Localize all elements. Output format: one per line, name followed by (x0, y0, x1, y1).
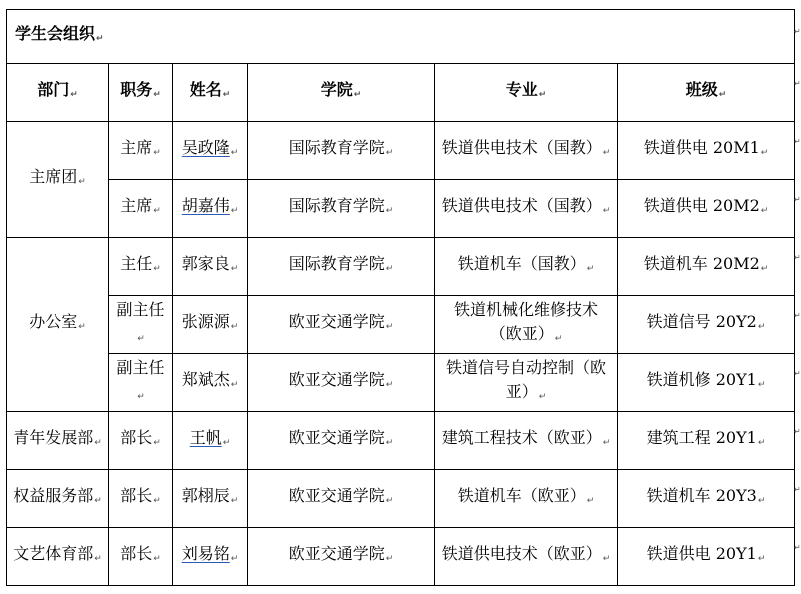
paragraph-mark-icon: ↵ (760, 264, 769, 274)
paragraph-mark-icon: ↵ (353, 90, 362, 100)
table-row (7, 528, 795, 586)
row-end-mark-icon: ↵ (794, 253, 801, 262)
member-name-cell (173, 238, 248, 296)
paragraph-mark-icon: ↵ (94, 496, 102, 506)
major-cell (435, 412, 618, 470)
paragraph-mark-icon: ↵ (385, 206, 394, 216)
college-text: 欧亚交通学院 (288, 486, 385, 505)
position-cell (109, 354, 173, 412)
header-cell-department (7, 64, 109, 122)
row-end-mark-icon: ↵ (794, 485, 801, 494)
row-end-mark-icon: ↵ (794, 79, 801, 88)
paragraph-mark-icon: ↵ (757, 380, 766, 390)
college-cell (248, 412, 435, 470)
row-end-mark-icon: ↵ (794, 137, 801, 146)
member-name-cell (173, 180, 248, 238)
header-label: 姓名 (189, 80, 222, 99)
major-cell (435, 122, 618, 180)
class-text: 铁道供电 20M2 (643, 196, 760, 215)
college-text: 国际教育学院 (288, 196, 385, 215)
name-text: 郭栩辰 (181, 486, 230, 505)
paragraph-mark-icon: ↵ (385, 554, 394, 564)
position-text: 主席 (120, 196, 153, 215)
major-text: 铁道机车（欧亚） (457, 486, 586, 505)
paragraph-mark-icon: ↵ (222, 90, 231, 100)
table-row (7, 354, 795, 412)
paragraph-mark-icon: ↵ (757, 496, 766, 506)
position-text: 部长 (120, 486, 153, 505)
paragraph-mark-icon: ↵ (385, 264, 394, 274)
paragraph-mark-icon: ↵ (153, 148, 161, 158)
major-cell (435, 238, 618, 296)
position-cell (109, 180, 173, 238)
department-cell (7, 470, 109, 528)
class-text: 铁道供电 20Y1 (646, 544, 757, 563)
college-text: 欧亚交通学院 (288, 312, 385, 331)
department-label: 办公室 (29, 312, 78, 331)
college-cell (248, 528, 435, 586)
paragraph-mark-icon: ↵ (602, 148, 611, 158)
paragraph-mark-icon: ↵ (385, 322, 394, 332)
member-name-cell (173, 354, 248, 412)
table-title-cell (7, 10, 795, 64)
major-text: 铁道机车（国教） (457, 254, 586, 273)
class-cell (618, 354, 795, 412)
header-label: 职务 (120, 80, 153, 99)
paragraph-mark-icon: ↵ (385, 148, 394, 158)
header-cell-major (435, 64, 618, 122)
department-label: 主席团 (29, 167, 78, 186)
name-text: 胡嘉伟 (181, 196, 230, 215)
college-text: 欧亚交通学院 (288, 370, 385, 389)
position-text: 副主任 (116, 300, 165, 319)
paragraph-mark-icon: ↵ (94, 438, 102, 448)
header-cell-college (248, 64, 435, 122)
header-cell-class (618, 64, 795, 122)
member-name-cell (173, 470, 248, 528)
row-end-mark-icon: ↵ (794, 427, 801, 436)
member-name-cell (173, 528, 248, 586)
class-text: 建筑工程 20Y1 (646, 428, 757, 447)
major-cell (435, 296, 618, 354)
college-text: 欧亚交通学院 (288, 544, 385, 563)
paragraph-mark-icon: ↵ (757, 438, 766, 448)
paragraph-mark-icon: ↵ (137, 334, 145, 344)
table-row (7, 296, 795, 354)
major-cell (435, 180, 618, 238)
major-cell (435, 470, 618, 528)
table-row (7, 238, 795, 296)
class-text: 铁道机车 20M2 (643, 254, 760, 273)
paragraph-mark-icon: ↵ (96, 34, 104, 44)
department-cell (7, 122, 109, 238)
class-cell (618, 180, 795, 238)
college-cell (248, 122, 435, 180)
paragraph-mark-icon: ↵ (94, 554, 102, 564)
paragraph-mark-icon: ↵ (538, 392, 547, 402)
department-label: 青年发展部 (13, 428, 94, 447)
paragraph-mark-icon: ↵ (554, 334, 563, 344)
paragraph-mark-icon: ↵ (385, 438, 394, 448)
class-text: 铁道供电 20M1 (643, 138, 760, 157)
paragraph-mark-icon: ↵ (70, 90, 78, 100)
college-cell (248, 470, 435, 528)
paragraph-mark-icon: ↵ (586, 264, 595, 274)
paragraph-mark-icon: ↵ (153, 554, 161, 564)
class-cell (618, 470, 795, 528)
class-text: 铁道机修 20Y1 (646, 370, 757, 389)
name-text: 吴政隆 (181, 138, 230, 157)
table-row (7, 412, 795, 470)
paragraph-mark-icon: ↵ (586, 496, 595, 506)
college-cell (248, 296, 435, 354)
header-label: 专业 (505, 80, 538, 99)
class-cell (618, 122, 795, 180)
position-text: 主席 (120, 138, 153, 157)
class-cell (618, 412, 795, 470)
paragraph-mark-icon: ↵ (602, 206, 611, 216)
position-cell (109, 412, 173, 470)
paragraph-mark-icon: ↵ (757, 554, 766, 564)
header-cell-position (109, 64, 173, 122)
paragraph-mark-icon: ↵ (757, 322, 766, 332)
major-text: 铁道供电技术（国教） (441, 196, 602, 215)
major-text: 铁道机械化维修技术（欧亚） (453, 300, 598, 343)
paragraph-mark-icon: ↵ (602, 438, 611, 448)
position-text: 部长 (120, 544, 153, 563)
name-text: 王帆 (189, 428, 222, 447)
position-cell (109, 122, 173, 180)
row-end-mark-icon: ↵ (794, 543, 801, 552)
paragraph-mark-icon: ↵ (153, 264, 161, 274)
paragraph-mark-icon: ↵ (230, 554, 239, 564)
college-cell (248, 180, 435, 238)
paragraph-mark-icon: ↵ (718, 90, 727, 100)
header-cell-name (173, 64, 248, 122)
header-row (7, 64, 795, 122)
position-text: 主任 (120, 254, 153, 273)
department-label: 文艺体育部 (13, 544, 94, 563)
table-row (7, 180, 795, 238)
name-text: 郑斌杰 (181, 370, 230, 389)
class-cell (618, 238, 795, 296)
paragraph-mark-icon: ↵ (385, 496, 394, 506)
major-cell (435, 528, 618, 586)
college-text: 国际教育学院 (288, 138, 385, 157)
paragraph-mark-icon: ↵ (78, 322, 86, 332)
college-cell (248, 238, 435, 296)
member-name-cell (173, 412, 248, 470)
paragraph-mark-icon: ↵ (230, 264, 239, 274)
title-row (7, 10, 795, 64)
position-cell (109, 296, 173, 354)
paragraph-mark-icon: ↵ (230, 496, 239, 506)
table-title: 学生会组织 (15, 24, 96, 43)
row-end-mark-icon: ↵ (794, 27, 801, 36)
paragraph-mark-icon: ↵ (538, 90, 547, 100)
paragraph-mark-icon: ↵ (78, 177, 86, 187)
header-label: 班级 (685, 80, 718, 99)
department-cell (7, 238, 109, 412)
class-cell (618, 528, 795, 586)
paragraph-mark-icon: ↵ (760, 148, 769, 158)
paragraph-mark-icon: ↵ (153, 438, 161, 448)
member-name-cell (173, 122, 248, 180)
college-cell (248, 354, 435, 412)
row-end-mark-icon: ↵ (794, 195, 801, 204)
position-cell (109, 528, 173, 586)
class-text: 铁道信号 20Y2 (646, 312, 757, 331)
position-cell (109, 238, 173, 296)
major-cell (435, 354, 618, 412)
paragraph-mark-icon: ↵ (385, 380, 394, 390)
major-text: 铁道供电技术（欧亚） (441, 544, 602, 563)
position-text: 副主任 (116, 358, 165, 377)
paragraph-mark-icon: ↵ (602, 554, 611, 564)
paragraph-mark-icon: ↵ (137, 392, 145, 402)
department-cell (7, 528, 109, 586)
paragraph-mark-icon: ↵ (153, 496, 161, 506)
row-end-mark-icon: ↵ (794, 311, 801, 320)
table-row (7, 470, 795, 528)
header-label: 学院 (320, 80, 353, 99)
paragraph-mark-icon: ↵ (222, 438, 231, 448)
name-text: 张源源 (181, 312, 230, 331)
department-cell (7, 412, 109, 470)
position-cell (109, 470, 173, 528)
paragraph-mark-icon: ↵ (153, 90, 161, 100)
paragraph-mark-icon: ↵ (230, 206, 239, 216)
class-text: 铁道机车 20Y3 (646, 486, 757, 505)
college-text: 国际教育学院 (288, 254, 385, 273)
member-name-cell (173, 296, 248, 354)
position-text: 部长 (120, 428, 153, 447)
major-text: 建筑工程技术（欧亚） (441, 428, 602, 447)
paragraph-mark-icon: ↵ (230, 322, 239, 332)
paragraph-mark-icon: ↵ (230, 380, 239, 390)
major-text: 铁道供电技术（国教） (441, 138, 602, 157)
header-label: 部门 (37, 80, 70, 99)
class-cell (618, 296, 795, 354)
paragraph-mark-icon: ↵ (230, 148, 239, 158)
department-label: 权益服务部 (13, 486, 94, 505)
name-text: 郭家良 (181, 254, 230, 273)
college-text: 欧亚交通学院 (288, 428, 385, 447)
table-row (7, 122, 795, 180)
paragraph-mark-icon: ↵ (760, 206, 769, 216)
student-union-table (6, 9, 795, 586)
paragraph-mark-icon: ↵ (153, 206, 161, 216)
name-text: 刘易铭 (181, 544, 230, 563)
row-end-mark-icon: ↵ (794, 369, 801, 378)
major-text: 铁道信号自动控制（欧亚） (445, 358, 606, 401)
